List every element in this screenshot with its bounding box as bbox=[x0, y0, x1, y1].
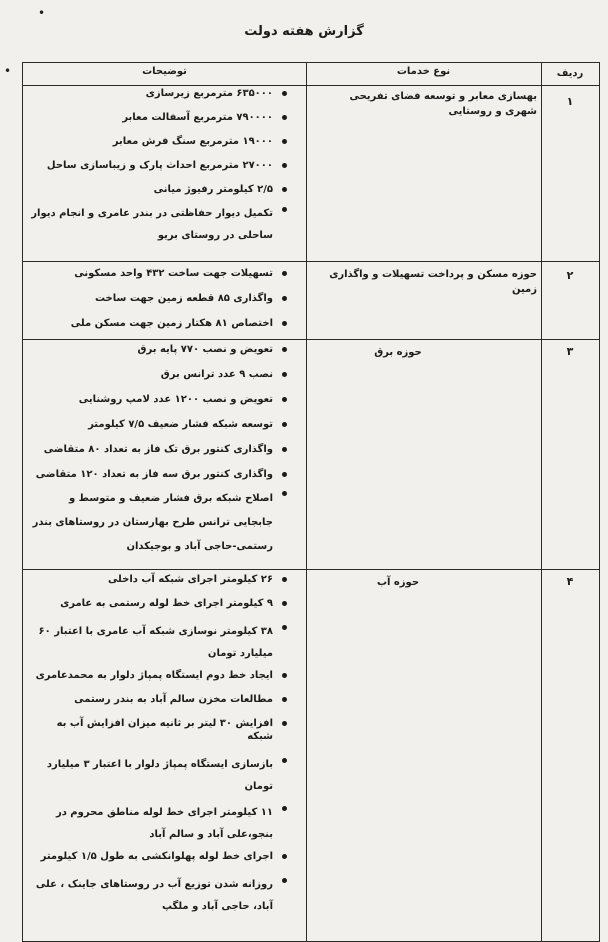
row-number: ۱ bbox=[566, 95, 574, 108]
list-item: ۲۶ کیلومتر اجرای شبکه آب داخلی bbox=[31, 573, 289, 586]
row-divider bbox=[23, 339, 599, 340]
list-item: ۱۹۰۰۰ مترمربع سنگ فرش معابر bbox=[31, 135, 289, 148]
description-list bbox=[31, 573, 289, 918]
service-type: بهسازی معابر و توسعه فضای تفریحی شهری و روستایی bbox=[349, 91, 537, 117]
service-type: حوزه مسکن و پرداخت تسهیلات و واگذاری زمین bbox=[329, 269, 537, 295]
row-number: ۲ bbox=[566, 269, 574, 282]
list-item: ۶۳۵۰۰۰ مترمربع زیرسازی bbox=[31, 87, 289, 100]
list-item: توسعه شبکه فشار ضعیف ۷/۵ کیلومتر bbox=[31, 418, 289, 431]
list-item: واگذاری کنتور برق سه فاز به تعداد ۱۲۰ متقاضی bbox=[31, 468, 289, 481]
description-list bbox=[31, 87, 289, 247]
description-list bbox=[31, 343, 289, 559]
list-item: ایجاد خط دوم ایستگاه پمپاژ دلوار به محمدعامری bbox=[31, 669, 289, 682]
list-item: تعویض و نصب ۷۷۰ پایه برق bbox=[31, 343, 289, 356]
page-title: گزارش هفته دولت bbox=[244, 24, 364, 39]
list-item: ۱۱ کیلومتر اجرای خط لوله مناطق محروم در بنجو،علی آباد و سالم آباد bbox=[31, 802, 289, 846]
description-list bbox=[31, 267, 289, 330]
row-number: ۴ bbox=[566, 575, 574, 588]
list-item: اجرای خط لوله پهلوانکشی به طول ۱/۵ کیلومتر bbox=[31, 850, 289, 863]
list-item: مطالعات مخزن سالم آباد به بندر رستمی bbox=[31, 693, 289, 706]
column-divider bbox=[541, 63, 542, 941]
list-item: واگذاری کنتور برق تک فاز به تعداد ۸۰ متقاضی bbox=[31, 443, 289, 456]
list-item: واگذاری ۸۵ قطعه زمین جهت ساخت bbox=[31, 292, 289, 305]
corner-mark: • bbox=[38, 6, 46, 20]
list-item: ۲/۵ کیلومتر رفیوژ میانی bbox=[31, 183, 289, 196]
row-number: ۳ bbox=[566, 345, 574, 358]
list-item: اصلاح شبکه برق فشار ضعیف و متوسط و جابجایی ترانس طرح بهارستان در روستاهای بندر رستمی-حاجی آباد و بوجیکدان bbox=[31, 487, 289, 559]
column-divider bbox=[306, 63, 307, 941]
list-item: تعویض و نصب ۱۲۰۰ عدد لامپ روشنایی bbox=[31, 393, 289, 406]
report-table bbox=[22, 62, 600, 942]
service-type: حوزه برق bbox=[374, 347, 422, 358]
header-description: توضیحات bbox=[142, 66, 187, 77]
row-divider bbox=[23, 569, 599, 570]
list-item: اختصاص ۸۱ هکتار زمین جهت مسکن ملی bbox=[31, 317, 289, 330]
header-divider bbox=[23, 85, 599, 86]
row-divider bbox=[23, 261, 599, 262]
list-item: ۹ کیلومتر اجرای خط لوله رستمی به عامری bbox=[31, 597, 289, 610]
margin-mark: • bbox=[4, 64, 12, 78]
list-item: نصب ۹ عدد ترانس برق bbox=[31, 368, 289, 381]
list-item: تسهیلات جهت ساخت ۴۳۲ واحد مسکونی bbox=[31, 267, 289, 280]
header-service-type: نوع خدمات bbox=[396, 66, 451, 77]
list-item: ۲۷۰۰۰ مترمربع احداث پارک و زیباسازی ساحل bbox=[31, 159, 289, 172]
list-item: ۷۹۰۰۰۰ مترمربع آسفالت معابر bbox=[31, 111, 289, 124]
list-item: ۳۸ کیلومتر نوسازی شبکه آب عامری با اعتبار ۶۰ میلیارد تومان bbox=[31, 621, 289, 665]
list-item: روزانه شدن توزیع آب در روستاهای جاینک ، علی آباد، حاجی آباد و ملگپ bbox=[31, 874, 289, 918]
header-row-number: ردیف bbox=[556, 68, 584, 79]
list-item: تکمیل دیوار حفاظتی در بندر عامری و انجام دیوار ساحلی در روستای بریو bbox=[31, 203, 289, 247]
list-item: بازسازی ایستگاه پمپاژ دلوار با اعتبار ۳ میلیارد تومان bbox=[31, 754, 289, 798]
list-item: افزایش ۳۰ لیتر بر ثانیه میزان افزایش آب به شبکه bbox=[31, 717, 289, 743]
service-type: حوزه آب bbox=[376, 577, 420, 588]
